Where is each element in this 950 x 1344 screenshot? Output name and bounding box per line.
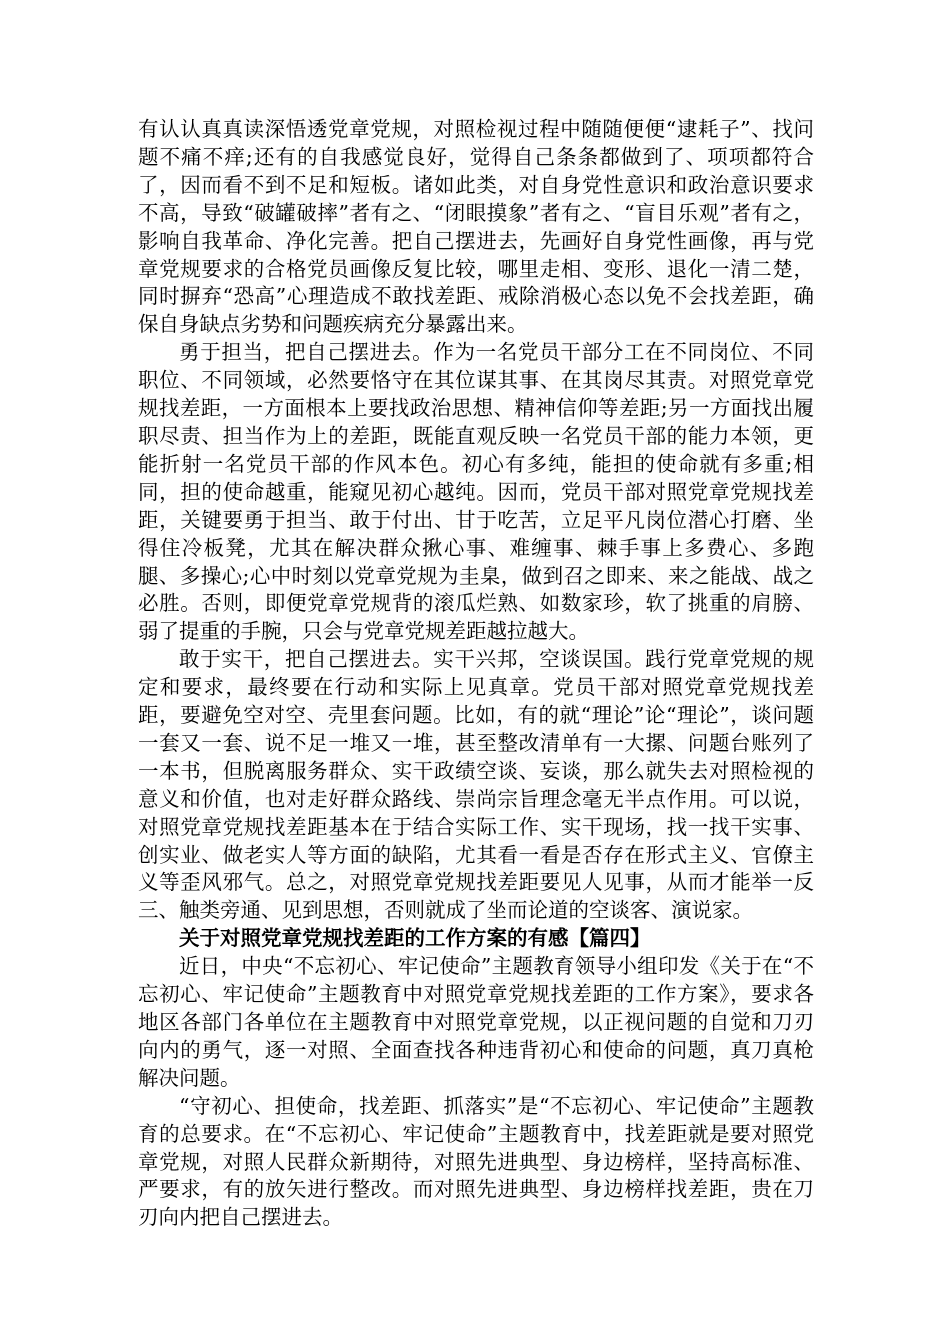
document-page bbox=[138, 116, 814, 1232]
paragraph-courage-to-take-responsibility: 勇于担当，把自己摆进去。作为一名党员干部分工在不同岗位、不同职位、不同领域，必然要恪守在其位谋其事、在其岗尽其责。对照党章党规找差距，一方面根本上要找政治思想、精神信仰等差距;另一方面找出履职尽责、担当作为上的差距，既能直观反映一名党员干部的能力本领，更能折射一名党员干部的作风本色。初心有多纯，能担的使命就有多重;相同，担的使命越重，能窥见初心越纯。因而，党员干部对照党章党规找差距，关键要勇于担当、敢于付出、甘于吃苦，立足平凡岗位潜心打磨、坐得住冷板凳，尤其在解决群众揪心事、难缠事、棘手事上多费心、多跑腿、多操心;心中时刻以党章党规为圭臬，做到召之即来、来之能战、战之必胜。否则，即便党章党规背的滚瓜烂熟、如数家珍，软了挑重的肩膀、弱了提重的手腕，只会与党章党规差距越拉越大。 bbox=[138, 340, 814, 644]
paragraph-recent-notice: 近日，中央“不忘初心、牢记使命”主题教育领导小组印发《关于在“不忘初心、牢记使命”主题教育中对照党章党规找差距的工作方案》，要求各地区各部门各单位在主题教育中对照党章党规，以正视问题的自觉和刀刃向内的勇气，逐一对照、全面查找各种违背初心和使命的问题，真刀真枪解决问题。 bbox=[138, 954, 814, 1090]
paragraph-continuation: 有认认真真读深悟透党章党规，对照检视过程中随随便便“逮耗子”、找问题不痛不痒;还有的自我感觉良好，觉得自己条条都做到了、项项都符合了，因而看不到不足和短板。诸如此类，对自身党性意识和政治意识要求不高，导致“破罐破摔”者有之、“闭眼摸象”者有之、“盲目乐观”者有之，影响自我革命、净化完善。把自己摆进去，先画好自身党性画像，再与党章党规要求的合格党员画像反复比较，哪里走相、变形、退化一清二楚，同时摒弃“恐高”心理造成不敢找差距、戒除消极心态以免不会找差距，确保自身缺点劣势和问题疾病充分暴露出来。 bbox=[138, 117, 814, 337]
section-heading: 关于对照党章党规找差距的工作方案的有感【篇四】 bbox=[179, 926, 651, 951]
paragraph-general-requirement: “守初心、担使命，找差距、抓落实”是“不忘初心、牢记使命”主题教育的总要求。在“不忘初心、牢记使命”主题教育中，找差距就是要对照党章党规，对照人民群众新期待，对照先进典型、身边榜样，坚持高标准、严要求，有的放矢进行整改。而对照先进典型、身边榜样找差距，贵在刀刃向内把自己摆进去。 bbox=[138, 1093, 814, 1230]
paragraph-courage-to-act: 敢于实干，把自己摆进去。实干兴邦，空谈误国。践行党章党规的规定和要求，最终要在行动和实际上见真章。党员干部对照党章党规找差距，要避免空对空、壳里套问题。比如，有的就“理论”论“理论”，谈问题一套又一套、说不足一堆又一堆，甚至整改清单有一大摞、问题台账列了一本书，但脱离服务群众、实干政绩空谈、妄谈，那么就失去对照检视的意义和价值，也对走好群众路线、崇尚宗旨理念毫无半点作用。可以说，对照党章党规找差距基本在于结合实际工作、实干现场，找一找干实事、创实业、做老实人等方面的缺陷，尤其看一看是否存在形式主义、官僚主义等歪风邪气。总之，对照党章党规找差距要见人见事，从而才能举一反三、触类旁通、见到思想，否则就成了坐而论道的空谈客、演说家。 bbox=[138, 647, 814, 923]
